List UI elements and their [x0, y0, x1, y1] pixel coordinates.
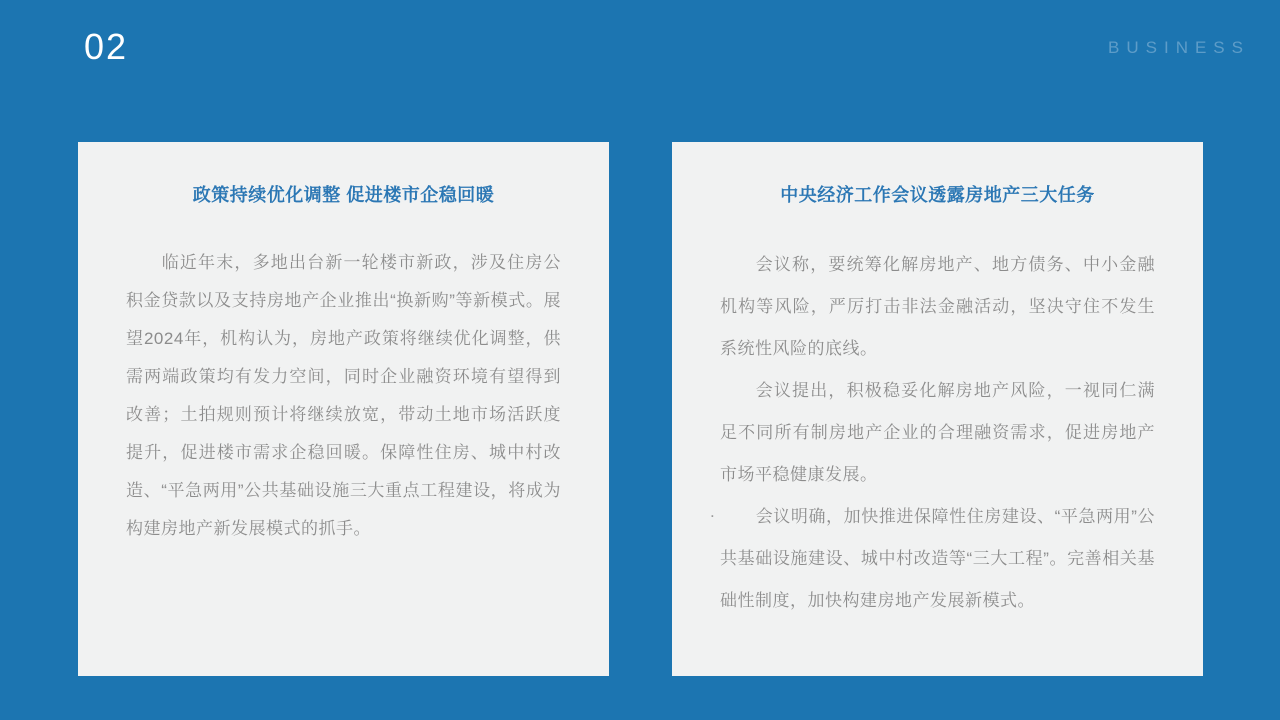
cards-container [78, 142, 1203, 676]
page-number: 02 [84, 26, 129, 67]
left-card [78, 142, 609, 676]
header-label: BUSINESS [1108, 38, 1250, 57]
right-card-title: 中央经济工作会议透露房地产三大任务 [780, 185, 1095, 205]
right-card-paragraph-3: 会议明确，加快推进保障性住房建设、“平急两用”公共基础设施建设、城中村改造等“三大工程”。完善相关基础性制度，加快构建房地产发展新模式。 [720, 507, 1155, 610]
stray-period-mark: . [710, 502, 715, 521]
right-card-paragraph-2: 会议提出，积极稳妥化解房地产风险，一视同仁满足不同所有制房地产企业的合理融资需求，促进房地产市场平稳健康发展。 [720, 381, 1155, 484]
left-card-title: 政策持续优化调整 促进楼市企稳回暖 [192, 185, 495, 205]
left-card-paragraph: 临近年末，多地出台新一轮楼市新政，涉及住房公积金贷款以及支持房地产企业推出“换新购”等新模式。展望2024年，机构认为，房地产政策将继续优化调整，供需两端政策均有发力空间，同时企业融资环境有望得到改善；土拍规则预计将继续放宽，带动土地市场活跃度提升，促进楼市需求企稳回暖。保障性住房、城中村改造、“平急两用”公共基础设施三大重点工程建设，将成为构建房地产新发展模式的抓手。 [126, 253, 561, 538]
right-card [672, 142, 1203, 676]
right-card-paragraph-1: 会议称，要统筹化解房地产、地方债务、中小金融机构等风险，严厉打击非法金融活动，坚决守住不发生系统性风险的底线。 [720, 255, 1155, 358]
